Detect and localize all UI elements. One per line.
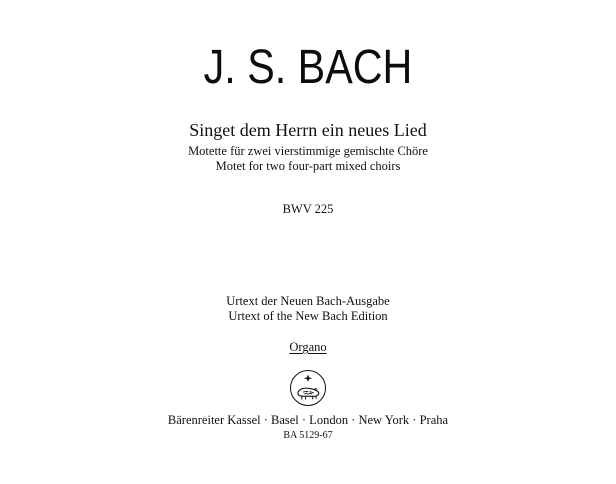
urtext-note-english: Urtext of the New Bach Edition bbox=[228, 309, 388, 323]
part-label bbox=[0, 341, 616, 354]
subtitle-german: Motette für zwei vierstimmige gemischte Chöre bbox=[188, 144, 428, 158]
composer-name: J. S. BACH bbox=[203, 41, 413, 94]
work-title: Singet dem Herrn ein neues Lied bbox=[189, 120, 427, 140]
subtitle-english: Motet for two four-part mixed choirs bbox=[215, 159, 401, 173]
publisher-locations: Bärenreiter Kassel · Basel · London · New York · Praha bbox=[167, 413, 449, 427]
part-name: Organo bbox=[289, 340, 327, 354]
urtext-note-german: Urtext der Neuen Bach-Ausgabe bbox=[226, 294, 390, 308]
catalog-number: BWV 225 bbox=[282, 202, 334, 216]
publisher-logo-icon bbox=[289, 369, 327, 407]
order-number: BA 5129-67 bbox=[283, 430, 333, 441]
